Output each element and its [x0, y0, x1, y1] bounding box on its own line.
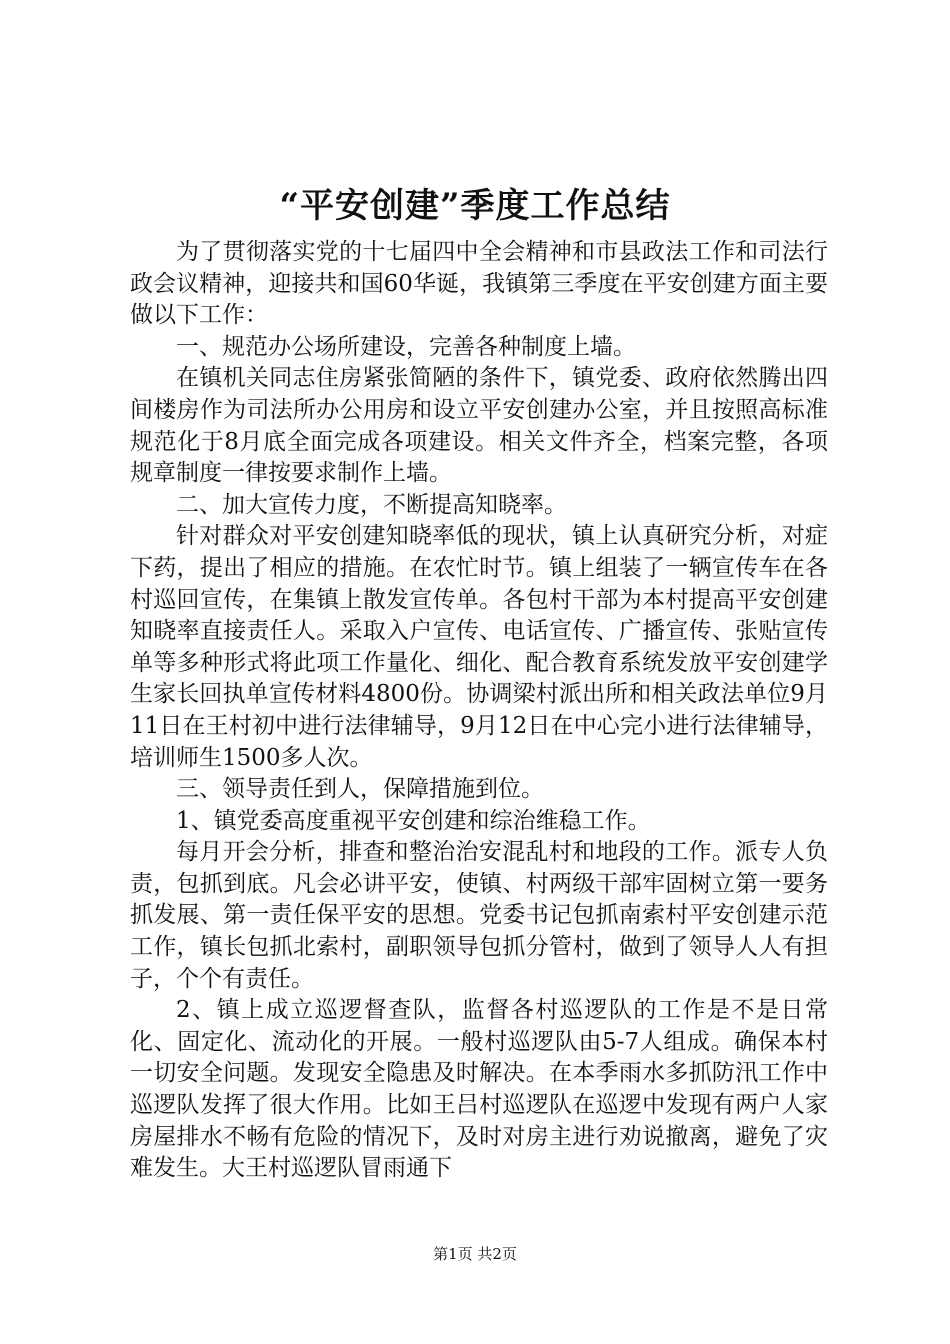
- paragraph-3-1: 每月开会分析，排查和整治治安混乱村和地段的工作。派专人负责，包抓到底。凡会必讲平安，使镇、村两级干部牢固树立第一要务抓发展、第一责任保平安的思想。党委书记包抓南索村平安创建示范工作，镇长包抓北索村，副职领导包抓分管村，做到了领导人人有担子，个个有责任。: [130, 839, 828, 992]
- paragraph-section-1: 在镇机关同志住房紧张简陋的条件下，镇党委、政府依然腾出四间楼房作为司法所办公用房和设立平安创建办公室，并且按照高标准规范化于8月底全面完成各项建设。相关文件齐全，档案完整，各项规章制度一律按要求制作上墙。: [130, 365, 828, 487]
- section-heading-3: 三、领导责任到人，保障措施到位。: [176, 776, 544, 803]
- section-heading-2: 二、加大宣传力度，不断提高知晓率。: [176, 491, 567, 518]
- page-title: “平安创建”季度工作总结: [279, 186, 671, 226]
- paragraph-3-2: 2、镇上成立巡逻督查队，监督各村巡逻队的工作是不是日常化、固定化、流动化的开展。一般村巡逻队由5-7人组成。确保本村一切安全问题。发现安全隐患及时解决。在本季雨水多抓防汛工作中巡逻队发挥了很大作用。比如王吕村巡逻队在巡逻中发现有两户人家房屋排水不畅有危险的情况下，及时对房主进行劝说撤离，避免了灾难发生。大王村巡逻队冒雨通下: [130, 997, 828, 1182]
- subheading-3-1: 1、镇党委高度重视平安创建和综治维稳工作。: [176, 807, 651, 834]
- page-footer: 第1页 共2页: [433, 1245, 517, 1263]
- paragraph-section-2: 针对群众对平安创建知晓率低的现状，镇上认真研究分析，对症下药，提出了相应的措施。在农忙时节。镇上组装了一辆宣传车在各村巡回宣传，在集镇上散发宣传单。各包村干部为本村提高平安创建知晓率直接责任人。采取入户宣传、电话宣传、广播宣传、张贴宣传单等多种形式将此项工作量化、细化、配合教育系统发放平安创建学生家长回执单宣传材料4800份。协调梁村派出所和相关政法单位9月11日在王村初中进行法律辅导，9月12日在中心完小进行法律辅导，培训师生1500多人次。: [130, 523, 828, 771]
- section-heading-1: 一、规范办公场所建设，完善各种制度上墙。: [176, 333, 636, 360]
- paragraph-intro: 为了贯彻落实党的十七届四中全会精神和市县政法工作和司法行政会议精神，迎接共和国60华诞，我镇第三季度在平安创建方面主要做以下工作：: [130, 239, 828, 329]
- document-body: [130, 237, 828, 1185]
